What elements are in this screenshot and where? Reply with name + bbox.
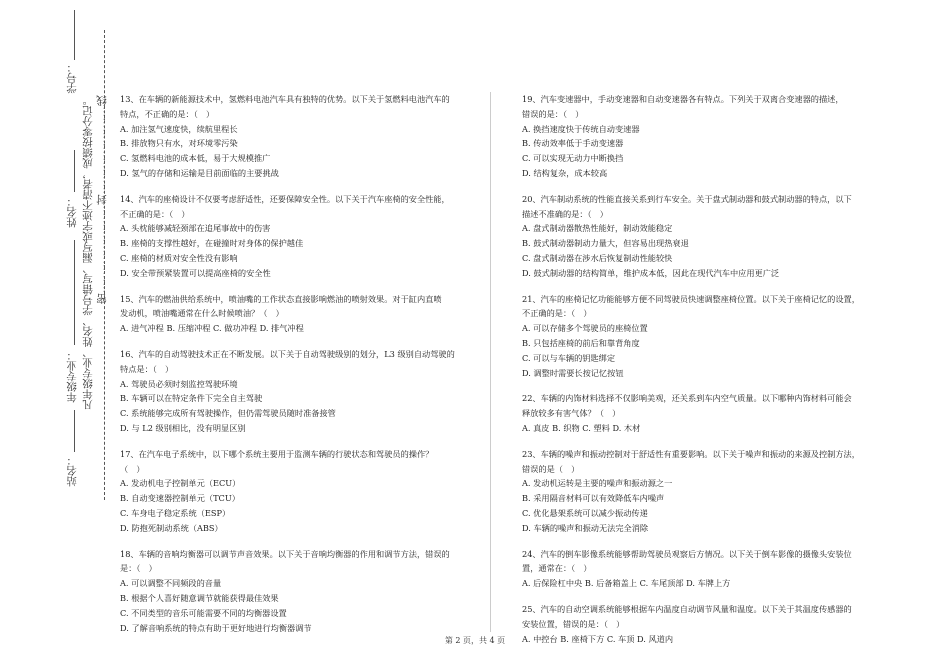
question-stem: 不正确的是：（ ） xyxy=(522,308,592,319)
question-stem: （ ） xyxy=(120,463,145,474)
option-b: B. 自动变速器控制单元（TCU） xyxy=(120,493,240,504)
option-c: C. 可以与车辆的钥匙绑定 xyxy=(522,352,616,363)
question-17 xyxy=(120,447,465,536)
option-c: C. 车身电子稳定系统（ESP） xyxy=(120,507,231,518)
option-b: B. 座椅的支撑性越好，在碰撞时对身体的保护越佳 xyxy=(120,238,304,249)
option-d: D. 鼓式制动器的结构简单，维护成本低，因此在现代汽车中应用更广泛 xyxy=(522,267,780,278)
option-d: D. 车辆的噪声和振动无法完全消除 xyxy=(522,522,649,533)
question-stem: 25、汽车的自动空调系统能够根据车内温度自动调节风量和温度。以下关于其温度传感器的 xyxy=(522,603,852,614)
option-c: C. 可以实现无动力中断换挡 xyxy=(522,153,624,164)
option-d: D. 防抱死制动系统（ABS） xyxy=(120,522,223,533)
question-stem: 22、车辆的内饰材料选择不仅影响美观，还关系到车内空气质量。以下哪种内饰材料可能会 xyxy=(522,393,852,404)
option-d: D. 结构复杂，成本较高 xyxy=(522,167,608,178)
question-23 xyxy=(522,447,867,536)
option-a: A. 加注氢气速度快，续航里程长 xyxy=(120,123,238,134)
student-id-label: 学号： xyxy=(66,62,78,94)
option-d: D. 与 L2 级别相比，没有明显区别 xyxy=(120,422,246,433)
question-14 xyxy=(120,192,465,281)
option-c: C. 系统能够完成所有驾驶操作，但仍需驾驶员随时准备接管 xyxy=(120,408,336,419)
question-stem: 15、汽车的燃油供给系统中，喷油嘴的工作状态直接影响燃油的喷射效果。对于缸内直喷 xyxy=(120,293,442,304)
option-a: A. 可以调整不同频段的音量 xyxy=(120,578,222,589)
question-24 xyxy=(522,547,867,591)
option-line: A. 中控台 B. 座椅下方 C. 车顶 D. 风道内 xyxy=(522,633,674,644)
question-stem: 释放较多有害气体？（ ） xyxy=(522,408,621,419)
question-22 xyxy=(522,391,867,435)
name-label: 姓名： xyxy=(66,196,78,228)
option-a: A. 盘式制动器散热性能好，制动效能稳定 xyxy=(522,223,673,234)
question-stem: 特点是：（ ） xyxy=(120,363,174,374)
option-b: B. 排放物只有水，对环境零污染 xyxy=(120,138,238,149)
option-a: A. 发动机电子控制单元（ECU） xyxy=(120,478,241,489)
question-stem: 描述不准确的是：（ ） xyxy=(522,208,608,219)
question-stem: 20、汽车制动系统的性能直接关系到行车安全。关于盘式制动器和鼓式制动器的特点，以下 xyxy=(522,193,852,204)
option-b: B. 车辆可以在特定条件下完全自主驾驶 xyxy=(120,393,263,404)
option-b: B. 只包括座椅的前后和靠背角度 xyxy=(522,337,640,348)
seal-dashed-line xyxy=(104,30,105,500)
station-line xyxy=(74,410,75,452)
option-line: A. 后保险杠中央 B. 后备箱盖上 C. 车尾顶部 D. 车牌上方 xyxy=(522,578,731,589)
option-b: B. 采用隔音材料可以有效降低车内噪声 xyxy=(522,493,665,504)
student-id-line xyxy=(74,10,75,60)
grading-notice: 凡年级专业、姓名、学号错写、漏写或字迹不清者，成绩按零分记。 xyxy=(82,95,94,410)
question-19 xyxy=(522,92,867,181)
option-a: A. 发动机运转是主要的噪声和振动源之一 xyxy=(522,478,673,489)
option-c: C. 优化悬架系统可以减少振动传递 xyxy=(522,507,648,518)
right-column xyxy=(522,92,867,657)
option-c: C. 座椅的材质对安全性没有影响 xyxy=(120,252,238,263)
option-c: C. 不同类型的音乐可能需要不同的均衡器设置 xyxy=(120,607,287,618)
option-line: A. 真皮 B. 织物 C. 塑料 D. 木材 xyxy=(522,422,641,433)
option-d: D. 氢气的存储和运输是目前面临的主要挑战 xyxy=(120,167,279,178)
column-divider xyxy=(490,92,491,632)
option-b: B. 传动效率低于手动变速器 xyxy=(522,138,624,149)
option-a: A. 头枕能够减轻颈部在追尾事故中的伤害 xyxy=(120,223,271,234)
question-stem: 23、车辆的噪声和振动控制对于舒适性有重要影响。以下关于噪声和振动的来源及控制方法， xyxy=(522,448,860,459)
question-stem: 置，通常在：（ ） xyxy=(522,563,592,574)
question-stem: 发动机，喷油嘴通常在什么时候喷油？（ ） xyxy=(120,308,284,319)
option-a: A. 可以存储多个驾驶员的座椅位置 xyxy=(522,323,648,334)
question-15 xyxy=(120,292,465,336)
question-stem: 错误的是（ ） xyxy=(522,463,580,474)
left-column xyxy=(120,92,465,646)
option-line: A. 进气冲程 B. 压缩冲程 C. 做功冲程 D. 排气冲程 xyxy=(120,323,304,334)
seal-line-text: 密……………………封……………………线 xyxy=(96,95,108,304)
question-stem: 18、车辆的音响均衡器可以调节声音效果。以下关于音响均衡器的作用和调节方法，错误的 xyxy=(120,548,450,559)
question-21 xyxy=(522,292,867,381)
name-line xyxy=(74,150,75,192)
question-stem: 13、在车辆的新能源技术中，氢燃料电池汽车具有独特的优势。以下关于氢燃料电池汽车的 xyxy=(120,94,450,104)
option-b: B. 鼓式制动器制动力量大，但容易出现热衰退 xyxy=(522,238,689,249)
grade-major-label: 年级专业： xyxy=(66,350,78,403)
station-label: 站名： xyxy=(66,455,78,487)
question-stem: 19、汽车变速器中，手动变速器和自动变速器各有特点。下列关于双离合变速器的描述， xyxy=(522,94,844,104)
question-16 xyxy=(120,347,465,436)
question-stem: 21、汽车的座椅记忆功能能够方便不同驾驶员快速调整座椅位置。以下关于座椅记忆的设置， xyxy=(522,293,860,304)
option-a: A. 换挡速度快于传统自动变速器 xyxy=(522,123,640,134)
option-a: A. 驾驶员必须时刻监控驾驶环境 xyxy=(120,378,238,389)
page-number: 第 2 页，共 4 页 xyxy=(444,636,506,645)
question-20 xyxy=(522,192,867,281)
question-stem: 错误的是：（ ） xyxy=(522,108,584,119)
grade-major-line xyxy=(74,240,75,345)
option-c: C. 盘式制动器在涉水后恢复制动性能较快 xyxy=(522,252,673,263)
question-stem: 17、在汽车电子系统中，以下哪个系统主要用于监测车辆的行驶状态和驾驶员的操作？ xyxy=(120,448,434,459)
question-stem: 16、汽车的自动驾驶技术正在不断发展。以下关于自动驾驶级别的划分，L3 级别自动驾驶的 xyxy=(120,348,455,359)
option-d: D. 安全带预紧装置可以提高座椅的安全性 xyxy=(120,267,271,278)
question-stem: 安装位置，错误的是：（ ） xyxy=(522,618,625,629)
option-d: D. 调整时需要长按记忆按钮 xyxy=(522,367,624,378)
question-stem: 不正确的是：（ ） xyxy=(120,208,190,219)
question-stem: 24、汽车的倒车影像系统能够帮助驾驶员观察后方情况。以下关于倒车影像的摄像头安装位 xyxy=(522,548,852,559)
option-b: B. 根据个人喜好随意调节就能获得最佳效果 xyxy=(120,592,279,603)
question-18 xyxy=(120,547,465,636)
question-stem: 是：（ ） xyxy=(120,563,157,574)
option-c: C. 氢燃料电池的成本低，易于大规模推广 xyxy=(120,153,271,164)
option-d: D. 了解音响系统的特点有助于更好地进行均衡器调节 xyxy=(120,622,312,633)
question-13 xyxy=(120,92,465,181)
question-stem: 14、汽车的座椅设计不仅要考虑舒适性，还要保障安全性。以下关于汽车座椅的安全性能， xyxy=(120,193,450,204)
question-stem: 特点，不正确的是：（ ） xyxy=(120,108,215,119)
binding-sidebar xyxy=(0,0,110,672)
